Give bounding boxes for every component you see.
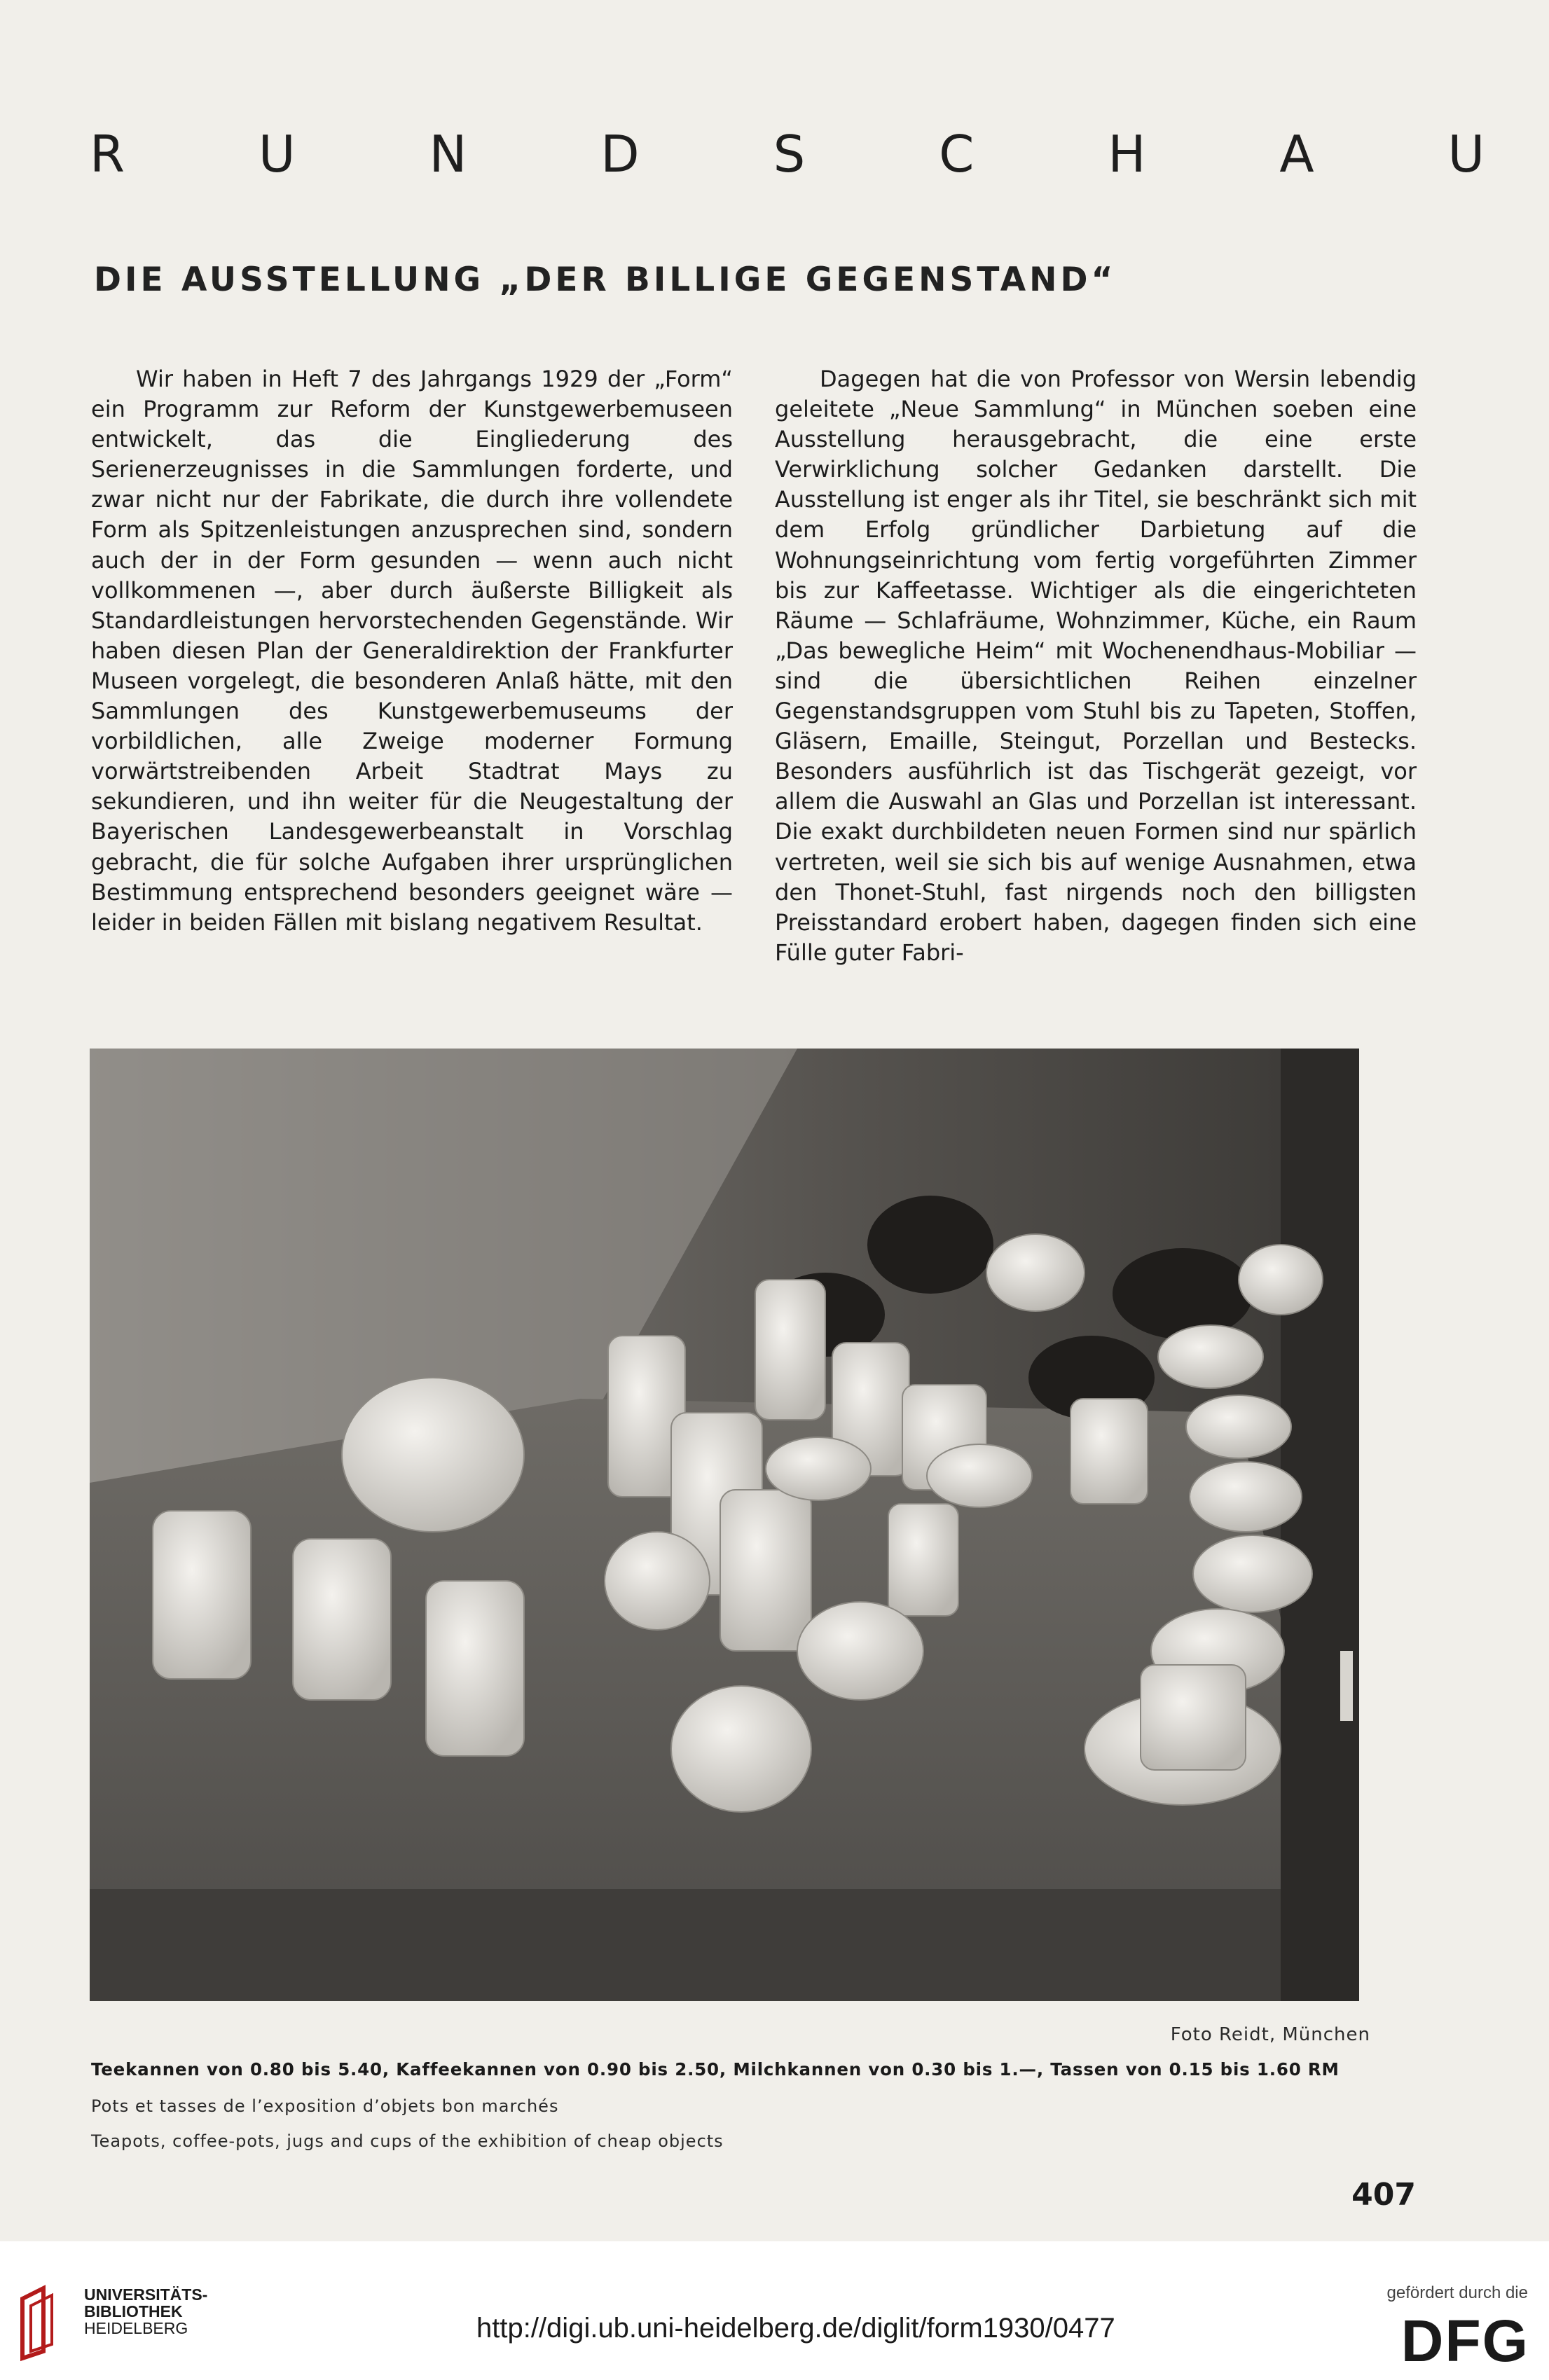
caption-german: Teekannen von 0.80 bis 5.40, Kaffeekannen von 0.90 bis 2.50, Milchkannen von 0.30 bis 1.—, Tassen von 0.15 bis 1.60 RM xyxy=(91,2059,1340,2080)
article-headline: DIE AUSSTELLUNG „DER BILLIGE GEGENSTAND“ xyxy=(94,261,1117,299)
caption-french: Pots et tasses de l’exposition d’objets bon marchés xyxy=(91,2096,559,2116)
caption-english: Teapots, coffee-pots, jugs and cups of the exhibition of cheap objects xyxy=(91,2131,724,2151)
funding-label: gefördert durch die xyxy=(1386,2283,1528,2302)
source-url-link[interactable]: http://digi.ub.uni-heidelberg.de/diglit/form1930/0477 xyxy=(476,2313,1115,2344)
body-column-right xyxy=(775,364,1417,968)
library-name xyxy=(84,2286,207,2337)
exhibition-photo xyxy=(90,1049,1359,2001)
page-number: 407 xyxy=(1351,2177,1416,2213)
library-name-line3: HEIDELBERG xyxy=(84,2319,188,2337)
photo-credit: Foto Reidt, München xyxy=(1170,2024,1370,2045)
section-title: R U N D S C H A U xyxy=(90,125,1544,184)
digitization-footer xyxy=(0,2241,1549,2380)
dfg-logo: DFG xyxy=(1400,2308,1529,2374)
photo-porcelain-display xyxy=(90,1049,1359,2001)
body-column-left xyxy=(91,364,733,938)
body-paragraph: Dagegen hat die von Professor von Wersin lebendig geleitete „Neue Sammlung“ in München soeben eine Ausstellung herausgebracht, die eine erste Verwirklichung solcher Gedanken darstellt. Die Ausstellung ist enger als ihr Titel, sie beschränkt sich mit dem Erfolg gründlicher Darbietung auf die Wohnungseinrichtung vom fertig vorgeführten Zimmer bis zur Kaffeetasse. Wichtiger als die eingerichteten Räume — Schlafräume, Wohnzimmer, Küche, ein Raum „Das bewegliche Heim“ mit Wochenendhaus-Mobiliar — sind die übersichtlichen Reihen einzelner Gegenstandsgruppen vom Stuhl bis zu Tapeten, Stoffen, Gläsern, Emaille, Steingut, Porzellan und Bestecks. Besonders ausführlich ist das Tischgerät gezeigt, vor allem die Auswahl an Glas und Porzellan ist interessant. Die exakt durchbildeten neuen Formen sind nur spärlich vertreten, weil sie sich bis auf wenige Ausnahmen, etwa den Thonet-Stuhl, fast nirgends noch den billigsten Preisstandard erobert haben, dagegen finden sich eine Fülle guter Fabri- xyxy=(775,366,1417,966)
library-name-line1: UNIVERSITÄTS- xyxy=(84,2285,208,2304)
body-paragraph: Wir haben in Heft 7 des Jahrgangs 1929 der „Form“ ein Programm zur Reform der Kunstgewerbemuseen entwickelt, das die Eingliederung des Serienerzeugnisses in die Sammlungen forderte, und zwar nicht nur der Fabrikate, die durch ihre vollendete Form als Spitzenleistungen anzusprechen sind, sondern auch der in der Form gesunden — wenn auch nicht vollkommenen —, aber durch äußerste Billigkeit als Standardleistungen hervorstechenden Gegenstände. Wir haben diesen Plan der Generaldirektion der Frankfurter Museen vorgelegt, die besonderen Anlaß hätte, mit den Sammlungen des Kunstgewerbemuseums der vorbildlichen, alle Zweige moderner Formung vorwärtstreibenden Arbeit Stadtrat Mays zu sekundieren, und ihn weiter für die Neugestaltung der Bayerischen Landesgewerbeanstalt in Vorschlag gebracht, die für solche Aufgaben ihrer ursprünglichen Bestimmung entsprechend besonders geeignet wäre — leider in beiden Fällen mit bislang negativem Resultat. xyxy=(91,366,733,936)
library-name-line2: BIBLIOTHEK xyxy=(84,2302,183,2320)
library-logo-icon xyxy=(15,2285,78,2362)
